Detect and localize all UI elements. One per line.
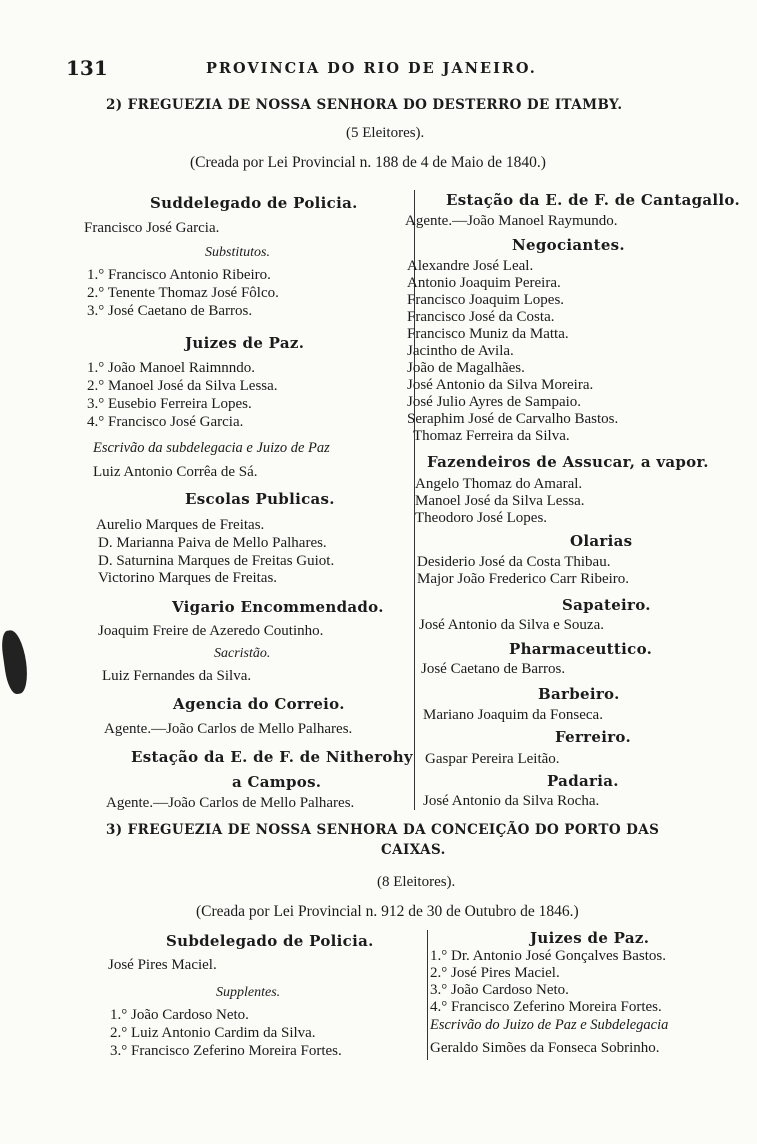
heading-subdelegado: Suddelegado de Policia.	[150, 194, 358, 212]
correio-agent: Agente.—João Carlos de Mello Palhares.	[104, 721, 353, 737]
heading-fazendeiros: Fazendeiros de Assucar, a vapor.	[427, 453, 709, 471]
heading-cantagallo: Estação da E. de F. de Cantagallo.	[446, 191, 740, 209]
list-item: 2.° José Pires Maciel.	[430, 965, 560, 981]
list-item: 4.° Francisco Zeferino Moreira Fortes.	[430, 999, 662, 1015]
subdelegado-name: Francisco José Garcia.	[84, 220, 220, 236]
heading-estacao-nitherohy: Estação da E. de F. de Nitherohy	[131, 748, 413, 766]
escrivao-name: Geraldo Simões da Fonseca Sobrinho.	[430, 1040, 660, 1056]
pharmaceutico-name: José Caetano de Barros.	[421, 661, 566, 677]
section3-electors: (8 Eleitores).	[377, 874, 456, 890]
list-item: José Antonio da Silva Moreira.	[407, 377, 594, 393]
barbeiro-name: Mariano Joaquim da Fonseca.	[423, 707, 603, 723]
heading-negociantes: Negociantes.	[512, 236, 625, 254]
heading-juizes: Juizes de Paz.	[530, 929, 650, 947]
ink-blot	[0, 629, 30, 695]
estacao-agent: Agente.—João Carlos de Mello Palhares.	[106, 795, 355, 811]
heading-escrivao: Escrivão do Juizo de Paz e Subdelegacia	[430, 1017, 669, 1033]
heading-sapateiro: Sapateiro.	[562, 596, 651, 614]
list-item: D. Saturnina Marques de Freitas Guiot.	[98, 553, 335, 569]
list-item: 2.° Manoel José da Silva Lessa.	[87, 378, 278, 394]
list-item: 2.° Luiz Antonio Cardim da Silva.	[110, 1025, 316, 1041]
page-number: 131	[66, 56, 108, 80]
list-item: 3.° João Cardoso Neto.	[430, 982, 569, 998]
heading-estacao-campos: a Campos.	[232, 773, 322, 791]
heading-vigario: Vigario Encommendado.	[172, 598, 384, 616]
sapateiro-name: José Antonio da Silva e Souza.	[419, 617, 604, 633]
heading-juizes: Juizes de Paz.	[185, 334, 305, 352]
heading-escolas: Escolas Publicas.	[185, 490, 335, 508]
padaria-name: José Antonio da Silva Rocha.	[423, 793, 600, 809]
list-item: 1.° Dr. Antonio José Gonçalves Bastos.	[430, 948, 666, 964]
list-item: 2.° Tenente Thomaz José Fôlco.	[87, 285, 279, 301]
page-header: PROVINCIA DO RIO DE JANEIRO.	[206, 60, 537, 77]
vigario-name: Joaquim Freire de Azeredo Coutinho.	[98, 623, 324, 639]
list-item: Thomaz Ferreira da Silva.	[413, 428, 570, 444]
list-item: Francisco Joaquim Lopes.	[407, 292, 565, 308]
section2-electors: (5 Eleitores).	[346, 125, 425, 141]
sacristao-name: Luiz Fernandes da Silva.	[102, 668, 252, 684]
list-item: 3.° José Caetano de Barros.	[87, 303, 253, 319]
column-divider	[427, 930, 428, 1060]
list-item: Antonio Joaquim Pereira.	[407, 275, 561, 291]
escrivao-name: Luiz Antonio Corrêa de Sá.	[93, 464, 258, 480]
list-item: Seraphim José de Carvalho Bastos.	[407, 411, 619, 427]
section3-title: 3) FREGUEZIA DE NOSSA SENHORA DA CONCEIÇÃO DO PORTO DAS	[106, 822, 660, 838]
heading-ferreiro: Ferreiro.	[555, 728, 631, 746]
ferreiro-name: Gaspar Pereira Leitão.	[425, 751, 560, 767]
subdelegado-name: José Pires Maciel.	[108, 957, 217, 973]
list-item: 3.° Francisco Zeferino Moreira Fortes.	[110, 1043, 342, 1059]
list-item: Manoel José da Silva Lessa.	[415, 493, 585, 509]
list-item: 3.° Eusebio Ferreira Lopes.	[87, 396, 252, 412]
list-item: Angelo Thomaz do Amaral.	[415, 476, 583, 492]
list-item: Aurelio Marques de Freitas.	[96, 517, 265, 533]
list-item: Major João Frederico Carr Ribeiro.	[417, 571, 630, 587]
section3-created: (Creada por Lei Provincial n. 912 de 30 de Outubro de 1846.)	[196, 903, 579, 920]
heading-correio: Agencia do Correio.	[173, 695, 345, 713]
heading-substitutos: Substitutos.	[205, 245, 270, 260]
heading-supplentes: Supplentes.	[216, 985, 281, 1000]
section3-title-cont: CAIXAS.	[381, 842, 446, 858]
list-item: Desiderio José da Costa Thibau.	[417, 554, 611, 570]
heading-subdelegado: Subdelegado de Policia.	[166, 932, 374, 950]
heading-padaria: Padaria.	[547, 772, 619, 790]
list-item: 4.° Francisco José Garcia.	[87, 414, 244, 430]
list-item: Alexandre José Leal.	[407, 258, 534, 274]
list-item: 1.° João Manoel Raimnndo.	[87, 360, 256, 376]
list-item: D. Marianna Paiva de Mello Palhares.	[98, 535, 327, 551]
section2-created: (Creada por Lei Provincial n. 188 de 4 de Maio de 1840.)	[190, 154, 546, 171]
list-item: 1.° Francisco Antonio Ribeiro.	[87, 267, 271, 283]
cantagallo-agent: Agente.—João Manoel Raymundo.	[405, 213, 618, 229]
heading-sacristao: Sacristão.	[214, 646, 271, 661]
section2-title: 2) FREGUEZIA DE NOSSA SENHORA DO DESTERRO DE ITAMBY.	[106, 97, 623, 113]
list-item: Francisco Muniz da Matta.	[407, 326, 569, 342]
list-item: João de Magalhães.	[407, 360, 525, 376]
list-item: Theodoro José Lopes.	[415, 510, 548, 526]
heading-pharmaceutico: Pharmaceuttico.	[509, 640, 653, 658]
heading-escrivao: Escrivão da subdelegacia e Juizo de Paz	[93, 440, 330, 456]
list-item: Jacintho de Avila.	[407, 343, 514, 359]
list-item: José Julio Ayres de Sampaio.	[407, 394, 582, 410]
heading-olarias: Olarias	[570, 532, 633, 550]
list-item: Francisco José da Costa.	[407, 309, 555, 325]
list-item: 1.° João Cardoso Neto.	[110, 1007, 249, 1023]
list-item: Victorino Marques de Freitas.	[98, 570, 278, 586]
heading-barbeiro: Barbeiro.	[538, 685, 620, 703]
